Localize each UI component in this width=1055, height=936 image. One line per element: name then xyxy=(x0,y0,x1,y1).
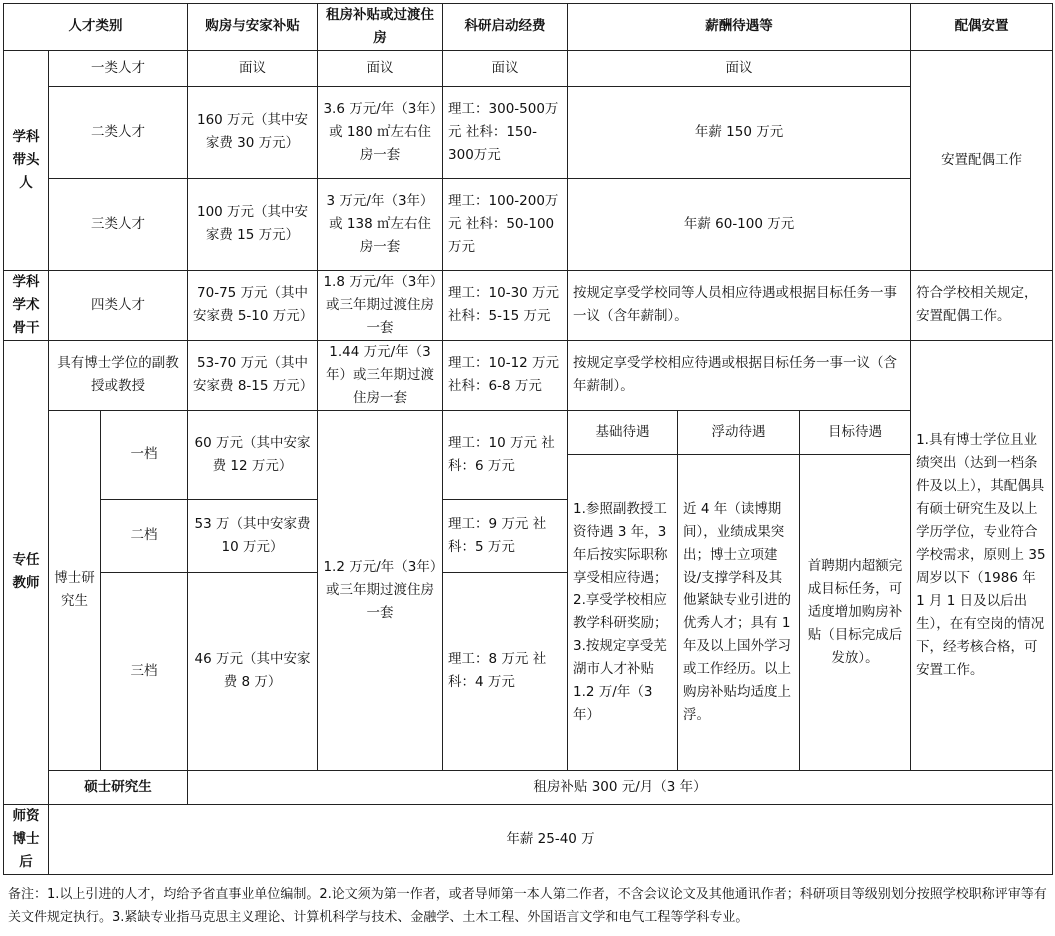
cell-rent: 1.44 万元/年（3年）或三年期过渡住房一套 xyxy=(318,340,443,410)
phd-label: 博士研究生 xyxy=(49,410,101,770)
header-category: 人才类别 xyxy=(4,4,188,51)
cell-housing: 160 万元（其中安家费 30 万元） xyxy=(188,86,318,178)
cell-research: 理工：100-200万元 社科：50-100 万元 xyxy=(443,178,568,270)
cell-salary: 面议 xyxy=(568,50,911,86)
cell-spouse: 1.具有博士学位且业绩突出（达到一档条件及以上），其配偶具有硕士研究生及以上学历学位，专业符合学校需求，原则上 35 周岁以下（1986 年 1 月 1 日及以后出生），在有空岗的情况下，经考核合格，可安置工作。 xyxy=(911,340,1053,770)
group-backbone: 学科学术骨干 xyxy=(4,270,49,340)
table-row xyxy=(4,50,1053,86)
cell-rent: 1.8 万元/年（3年）或三年期过渡住房一套 xyxy=(318,270,443,340)
table-row xyxy=(4,770,1053,804)
cell-housing: 面议 xyxy=(188,50,318,86)
header-research: 科研启动经费 xyxy=(443,4,568,51)
cell-salary: 年薪 150 万元 xyxy=(568,86,911,178)
cell-salary: 按规定享受学校相应待遇或根据目标任务一事一议（含年薪制）。 xyxy=(568,340,911,410)
cell-salary: 年薪 60-100 万元 xyxy=(568,178,911,270)
basic-treatment: 1.参照副教授工资待遇 3 年，3 年后按实际职称享受相应待遇；2.享受学校相应教学科研奖励；3.按规定享受芜湖市人才补贴 1.2 万/年（3年） xyxy=(568,454,678,770)
cell-research: 理工：10 万元 社科：6 万元 xyxy=(443,410,568,499)
header-salary: 薪酬待遇等 xyxy=(568,4,911,51)
target-header: 目标待遇 xyxy=(800,410,911,454)
table-row xyxy=(4,340,1053,410)
float-treatment: 近 4 年（读博期间），业绩成果突出；博士立项建设/支撑学科及其他紧缺专业引进的优秀人才；具有 1 年及以上国外学习或工作经历。以上购房补贴均适度上浮。 xyxy=(678,454,800,770)
group-postdoc: 师资博士后 xyxy=(4,804,49,874)
talent-policy-table xyxy=(3,3,1053,875)
header-spouse: 配偶安置 xyxy=(911,4,1053,51)
row-name: 硕士研究生 xyxy=(49,770,188,804)
header-rent: 租房补贴或过渡住房 xyxy=(318,4,443,51)
table-row xyxy=(4,86,1053,178)
tier-name: 三档 xyxy=(101,572,188,770)
table-row xyxy=(4,178,1053,270)
table-row xyxy=(4,410,1053,454)
float-header: 浮动待遇 xyxy=(678,410,800,454)
row-name: 三类人才 xyxy=(49,178,188,270)
cell-research: 理工：8 万元 社科：4 万元 xyxy=(443,572,568,770)
group-leader: 学科带头人 xyxy=(4,50,49,270)
target-treatment: 首聘期内超额完成目标任务，可适度增加购房补贴（目标完成后发放）。 xyxy=(800,454,911,770)
row-name: 二类人才 xyxy=(49,86,188,178)
cell-rent: 面议 xyxy=(318,50,443,86)
tier-name: 二档 xyxy=(101,499,188,572)
group-teacher: 专任教师 xyxy=(4,340,49,804)
cell-postdoc-value: 年薪 25-40 万 xyxy=(49,804,1053,874)
cell-research: 理工：10-12 万元 社科：6-8 万元 xyxy=(443,340,568,410)
cell-rent: 1.2 万元/年（3年）或三年期过渡住房一套 xyxy=(318,410,443,770)
header-row xyxy=(4,4,1053,51)
table-row xyxy=(4,270,1053,340)
cell-research: 面议 xyxy=(443,50,568,86)
cell-research: 理工：300-500万元 社科：150-300万元 xyxy=(443,86,568,178)
cell-housing: 100 万元（其中安家费 15 万元） xyxy=(188,178,318,270)
cell-master-value: 租房补贴 300 元/月（3 年） xyxy=(188,770,1053,804)
cell-housing: 53 万（其中安家费 10 万元） xyxy=(188,499,318,572)
row-name: 四类人才 xyxy=(49,270,188,340)
cell-housing: 46 万元（其中安家费 8 万） xyxy=(188,572,318,770)
cell-research: 理工：9 万元 社科：5 万元 xyxy=(443,499,568,572)
cell-rent: 3.6 万元/年（3年）或 180 ㎡左右住房一套 xyxy=(318,86,443,178)
row-name: 具有博士学位的副教授或教授 xyxy=(49,340,188,410)
footnote: 备注：1.以上引进的人才，均给予省直事业单位编制。2.论文须为第一作者，或者导师第一本人第二作者，不含会议论文及其他通讯作者；科研项目等级别划分按照学校职称评审等有关文件规定执行。3.紧缺专业指马克思主义理论、计算机科学与技术、金融学、土木工程、外国语言文学和电气工程等学科专业。 xyxy=(8,887,1047,925)
cell-research: 理工：10-30 万元 社科：5-15 万元 xyxy=(443,270,568,340)
header-housing: 购房与安家补贴 xyxy=(188,4,318,51)
cell-spouse: 安置配偶工作 xyxy=(911,50,1053,270)
basic-header: 基础待遇 xyxy=(568,410,678,454)
tier-name: 一档 xyxy=(101,410,188,499)
cell-housing: 70-75 万元（其中安家费 5-10 万元） xyxy=(188,270,318,340)
cell-salary: 按规定享受学校同等人员相应待遇或根据目标任务一事一议（含年薪制）。 xyxy=(568,270,911,340)
cell-rent: 3 万元/年（3年）或 138 ㎡左右住房一套 xyxy=(318,178,443,270)
cell-housing: 53-70 万元（其中安家费 8-15 万元） xyxy=(188,340,318,410)
cell-housing: 60 万元（其中安家费 12 万元） xyxy=(188,410,318,499)
cell-spouse: 符合学校相关规定，安置配偶工作。 xyxy=(911,270,1053,340)
table-row xyxy=(4,804,1053,874)
row-name: 一类人才 xyxy=(49,50,188,86)
